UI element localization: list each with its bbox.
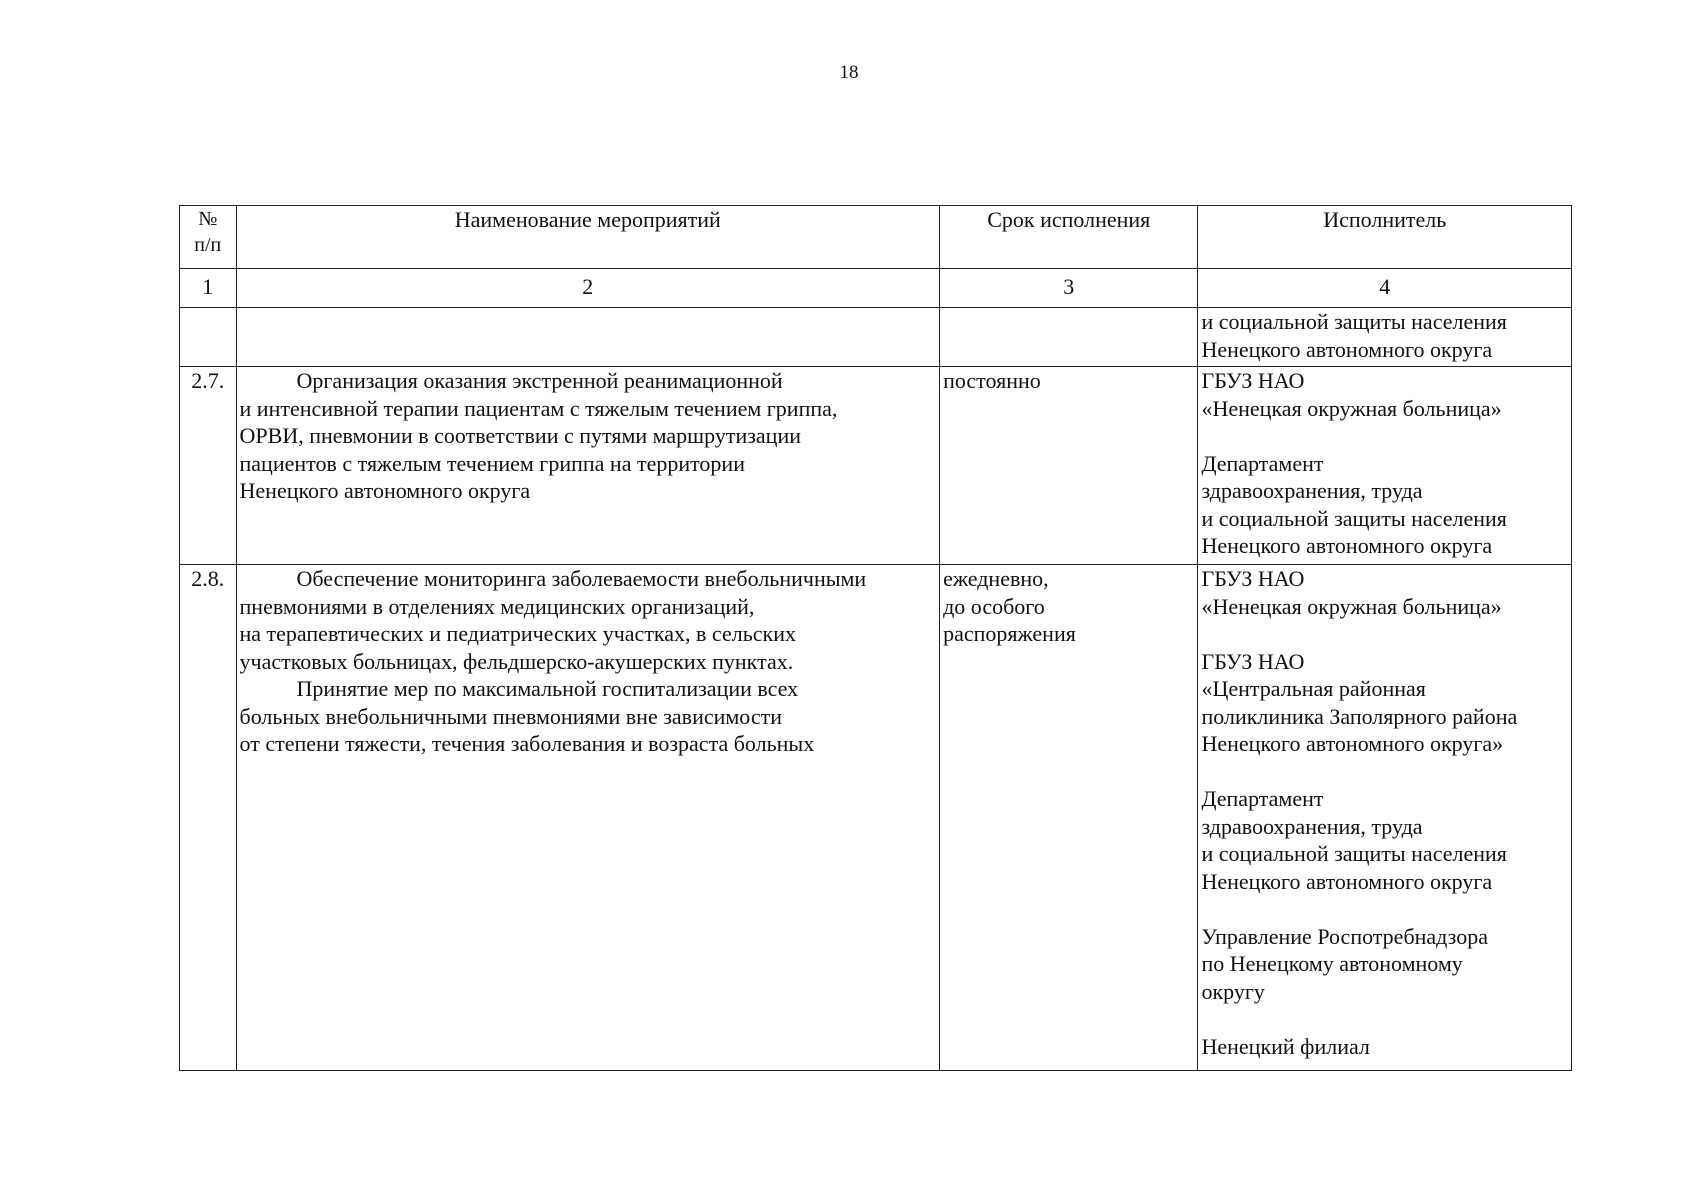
executor-line: округу (1201, 978, 1265, 1004)
row-executor-cell (1198, 367, 1572, 565)
name-line: и интенсивной терапии пациентам с тяжелым течением гриппа, (239, 395, 838, 421)
deadline-line: постоянно (943, 368, 1041, 393)
executor-line: Департамент (1201, 450, 1324, 476)
table-row (180, 308, 1572, 367)
name-line: участковых больницах, фельдшерско-акушерских пунктах. (239, 648, 794, 674)
name-line: от степени тяжести, течения заболевания и возраста больных (239, 731, 815, 756)
column-number: 3 (940, 269, 1198, 308)
executor-line: Ненецкого автономного округа» (1201, 731, 1504, 756)
executor-gap (1201, 620, 1568, 648)
header-name: Наименование мероприятий (236, 206, 940, 269)
executor-line: ГБУЗ НАО (1201, 566, 1305, 591)
deadline-line: распоряжения (943, 621, 1076, 646)
executor-line: Ненецкий филиал (1201, 1033, 1370, 1059)
row-name-cell (236, 367, 940, 565)
deadline-line: ежедневно, (943, 566, 1049, 591)
executor-line: «Центральная районная (1201, 676, 1426, 701)
name-line: на терапевтических и педиатрических участках, в сельских (239, 621, 796, 646)
executor-line: Ненецкого автономного округа (1201, 868, 1493, 894)
executor-line: и социальной защиты населения (1201, 309, 1507, 334)
row-deadline-cell (940, 367, 1198, 565)
column-number: 1 (180, 269, 237, 308)
executor-line: «Ненецкая окружная больница» (1201, 395, 1502, 421)
name-line: Организация оказания экстренной реанимационной (296, 368, 783, 393)
table-row (180, 565, 1572, 1071)
column-number: 4 (1198, 269, 1572, 308)
measures-table (179, 205, 1572, 1071)
row-name-cell (236, 308, 940, 367)
executor-line: Ненецкого автономного округа (1201, 533, 1493, 558)
executor-line: по Ненецкому автономному (1201, 951, 1463, 976)
name-line: ОРВИ, пневмонии в соответствии с путями маршрутизации (239, 423, 801, 448)
executor-line: ГБУЗ НАО (1201, 648, 1305, 674)
column-numbers-row (180, 269, 1572, 308)
name-line: пациентов с тяжелым течением гриппа на территории (239, 450, 745, 476)
table-header-row (180, 206, 1572, 269)
column-number: 2 (236, 269, 940, 308)
row-num-cell: 2.7. (180, 367, 237, 565)
executor-line: здравоохранения, труда (1201, 478, 1423, 503)
row-deadline-cell (940, 565, 1198, 1071)
row-deadline-cell (940, 308, 1198, 367)
name-line: Принятие мер по максимальной госпитализации всех (296, 676, 799, 701)
name-line: Ненецкого автономного округа (239, 478, 531, 503)
name-line: Обеспечение мониторинга заболеваемости внебольничными (296, 566, 867, 591)
row-executor-cell (1198, 308, 1572, 367)
executor-line: поликлиника Заполярного района (1201, 703, 1518, 729)
executor-line: Ненецкого автономного округа (1201, 336, 1493, 362)
row-executor-cell (1198, 565, 1572, 1071)
executor-gap (1201, 758, 1568, 786)
name-line: пневмониями в отделениях медицинских организаций, (239, 593, 755, 619)
executor-line: здравоохранения, труда (1201, 813, 1423, 839)
header-num (180, 206, 237, 269)
executor-line: и социальной защиты населения (1201, 505, 1507, 531)
page-number: 18 (839, 62, 859, 83)
executor-gap (1201, 422, 1568, 450)
header-deadline: Срок исполнения (940, 206, 1198, 269)
executor-line: «Ненецкая окружная больница» (1201, 593, 1502, 619)
header-executor: Исполнитель (1198, 206, 1572, 269)
row-name-cell (236, 565, 940, 1071)
table-row (180, 367, 1572, 565)
executor-line: Управление Роспотребнадзора (1201, 923, 1488, 949)
executor-gap (1201, 895, 1568, 923)
row-num-cell: 2.8. (180, 565, 237, 1071)
name-line: больных внебольничными пневмониями вне зависимости (239, 703, 782, 729)
executor-line: и социальной защиты населения (1201, 841, 1507, 866)
row-num-cell (180, 308, 237, 367)
header-num-line: № (198, 208, 218, 230)
executor-line: ГБУЗ НАО (1201, 368, 1305, 393)
executor-gap (1201, 1005, 1568, 1033)
deadline-line: до особого (943, 593, 1045, 619)
executor-line: Департамент (1201, 786, 1324, 811)
header-num-line: п/п (194, 234, 222, 256)
